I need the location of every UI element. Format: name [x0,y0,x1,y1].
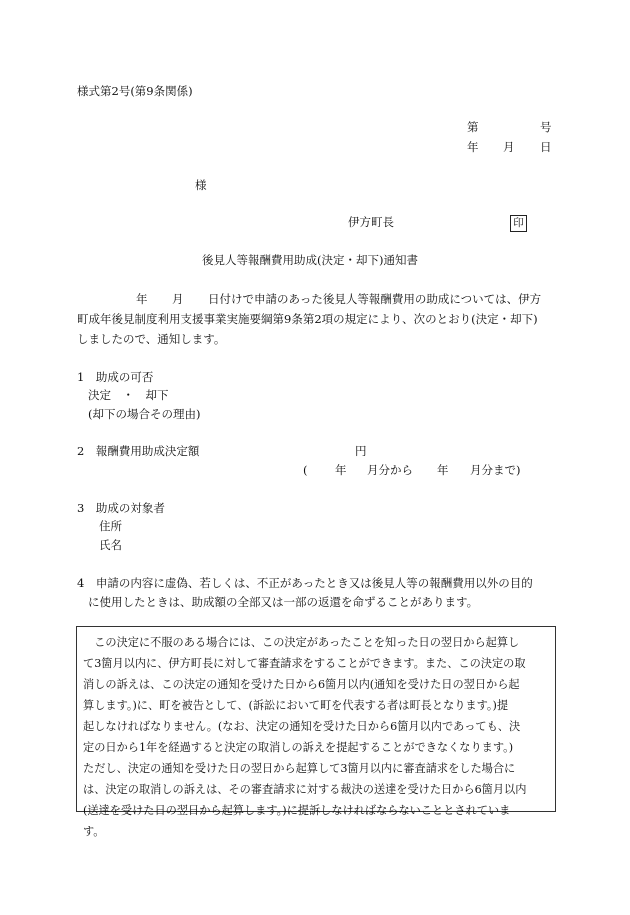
appeal-notice-box [76,626,556,838]
section-4-line-1: 4 申請の内容に虚偽、若しくは、不正があったとき又は後見人等の報酬費用以外の目的 [77,576,533,590]
period-open: ( [303,463,308,477]
section-2-heading: 2 報酬費用助成決定額 [77,444,200,458]
section-1-options: 決定 ・ 却下 [88,388,169,402]
period-year-2: 年 [437,463,449,477]
form-label: 様式第2号(第9条関係) [77,84,193,98]
date-month: 月 [503,140,515,154]
addressee-sama: 様 [195,178,207,192]
section-4-line-2: に使用したときは、助成額の全部又は一部の返還を命ずることがあります。 [88,595,479,609]
period-to: 月分まで) [470,463,521,477]
section-3-name: 氏名 [99,538,122,552]
intro-year: 年 [136,292,148,306]
document-title: 後見人等報酬費用助成(決定・却下)通知書 [202,253,418,267]
ref-dai: 第 [467,120,479,134]
section-3-heading: 3 助成の対象者 [77,501,165,515]
notice-line: 定の日から1年を経過すると決定の取消しの訴えを提起することができなくなります。) [83,741,514,754]
ref-go: 号 [540,120,552,134]
section-3-address: 住所 [99,519,122,533]
intro-line-1: 日付けで申請のあった後見人等報酬費用の助成については、伊方 [208,292,542,306]
notice-line: て3箇月以内に、伊方町長に対して審査請求をすることができます。また、この決定の取 [83,657,526,670]
date-day: 日 [540,140,552,154]
intro-line-3: しましたので、通知します。 [77,332,226,346]
seal-stamp: 印 [510,215,527,232]
period-year-1: 年 [335,463,347,477]
notice-line: 消しの訴えは、この決定の通知を受けた日から6箇月以内(通知を受けた日の翌日から起 [83,678,520,691]
notice-line: 算します。)に、町を被告として、(訴訟において町を代表する者は町長となります。)提 [83,699,509,712]
period-from: 月分から [367,463,413,477]
section-1-heading: 1 助成の可否 [77,370,154,384]
date-year: 年 [467,140,479,154]
issuer: 伊方町長 [348,215,394,229]
notice-line: ただし、決定の通知を受けた日の翌日から起算して3箇月以内に審査請求をした場合に [83,762,516,775]
intro-line-2: 町成年後見制度利用支援事業実施要綱第9条第2項の規定により、次のとおり(決定・却下) [77,312,538,326]
notice-line: この決定に不服のある場合には、この決定があったことを知った日の翌日から起算し [83,636,520,649]
intro-month: 月 [172,292,184,306]
appeal-notice-text [83,632,526,842]
notice-line: (送達を受けた日の翌日から起算します。)に提訴しなければならないこととされていま [83,804,511,817]
section-1-note: (却下の場合その理由) [88,407,201,421]
notice-line: す。 [83,825,105,838]
notice-line: は、決定の取消しの訴えは、その審査請求に対する裁決の送達を受けた日から6箇月以内 [83,783,527,796]
notice-line: 起しなければなりません。(なお、決定の通知を受けた日から6箇月以内であっても、決 [83,720,521,733]
section-2-yen: 円 [355,444,367,458]
